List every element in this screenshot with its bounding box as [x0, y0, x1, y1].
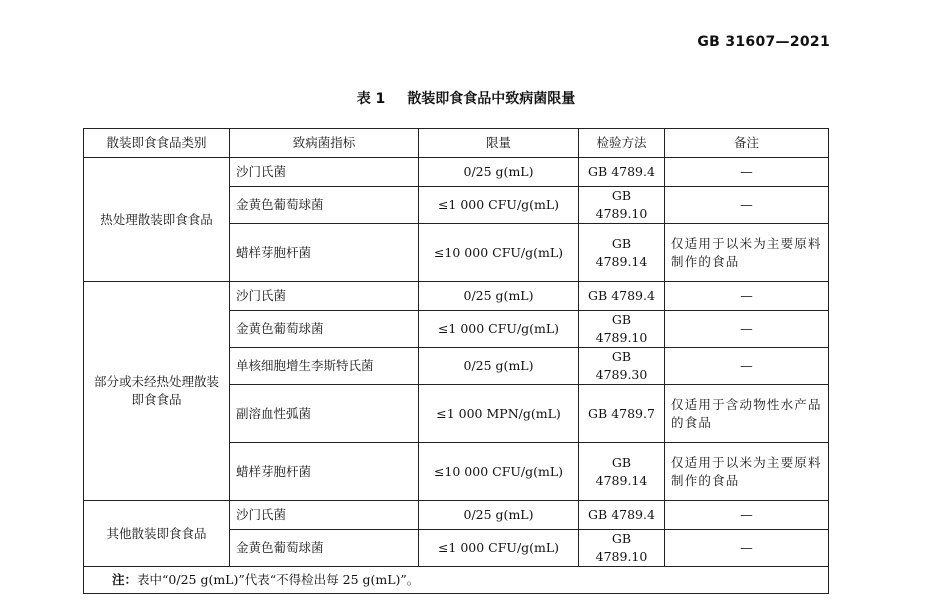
remark-cell: —: [665, 282, 829, 311]
method-cell: GB 4789.4: [579, 282, 665, 311]
footnote-label: 注：: [112, 572, 138, 587]
remark-cell: —: [665, 501, 829, 530]
table-footnote: [84, 567, 829, 594]
remark-cell: 仅适用于含动物性水产品的食品: [665, 385, 829, 443]
indicator-cell: 蜡样芽胞杆菌: [230, 443, 419, 501]
table-header-row: [84, 129, 829, 158]
header-remark: 备注: [665, 129, 829, 158]
method-cell: GB 4789.4: [579, 501, 665, 530]
method-cell: GB 4789.14: [579, 224, 665, 282]
method-cell: GB 4789.10: [579, 187, 665, 224]
limit-cell: 0/25 g(mL): [419, 501, 579, 530]
indicator-cell: 蜡样芽胞杆菌: [230, 224, 419, 282]
indicator-cell: 沙门氏菌: [230, 282, 419, 311]
table-number: 表 1: [356, 91, 386, 107]
category-cell: 其他散装即食食品: [84, 501, 230, 567]
limit-cell: ≤1 000 MPN/g(mL): [419, 385, 579, 443]
method-cell: GB 4789.14: [579, 443, 665, 501]
standard-number: GB 31607—2021: [697, 34, 830, 50]
header-category: 散装即食食品类别: [84, 129, 230, 158]
indicator-cell: 沙门氏菌: [230, 158, 419, 187]
method-cell: GB 4789.30: [579, 348, 665, 385]
limit-cell: ≤10 000 CFU/g(mL): [419, 443, 579, 501]
limit-cell: 0/25 g(mL): [419, 348, 579, 385]
limit-cell: ≤1 000 CFU/g(mL): [419, 530, 579, 567]
remark-cell: —: [665, 530, 829, 567]
limit-cell: ≤1 000 CFU/g(mL): [419, 311, 579, 348]
method-cell: GB 4789.7: [579, 385, 665, 443]
table-footnote-row: [84, 567, 829, 594]
remark-cell: —: [665, 348, 829, 385]
table-row: [84, 282, 829, 311]
limit-cell: ≤1 000 CFU/g(mL): [419, 187, 579, 224]
limit-cell: ≤10 000 CFU/g(mL): [419, 224, 579, 282]
limit-cell: 0/25 g(mL): [419, 282, 579, 311]
header-method: 检验方法: [579, 129, 665, 158]
remark-cell: —: [665, 311, 829, 348]
indicator-cell: 金黄色葡萄球菌: [230, 311, 419, 348]
method-cell: GB 4789.10: [579, 530, 665, 567]
method-cell: GB 4789.4: [579, 158, 665, 187]
indicator-cell: 沙门氏菌: [230, 501, 419, 530]
table-row: [84, 158, 829, 187]
indicator-cell: 金黄色葡萄球菌: [230, 187, 419, 224]
indicator-cell: 单核细胞增生李斯特氏菌: [230, 348, 419, 385]
table-title: 散装即食食品中致病菌限量: [407, 91, 576, 107]
limit-cell: 0/25 g(mL): [419, 158, 579, 187]
method-cell: GB 4789.10: [579, 311, 665, 348]
header-limit: 限量: [419, 129, 579, 158]
remark-cell: 仅适用于以米为主要原料制作的食品: [665, 224, 829, 282]
table-caption: [0, 88, 932, 108]
category-cell: 部分或未经热处理散装即食食品: [84, 282, 230, 501]
remark-cell: —: [665, 158, 829, 187]
category-cell: 热处理散装即食食品: [84, 158, 230, 282]
indicator-cell: 副溶血性弧菌: [230, 385, 419, 443]
remark-cell: —: [665, 187, 829, 224]
indicator-cell: 金黄色葡萄球菌: [230, 530, 419, 567]
header-indicator: 致病菌指标: [230, 129, 419, 158]
pathogen-limits-table: [83, 128, 829, 594]
remark-cell: 仅适用于以米为主要原料制作的食品: [665, 443, 829, 501]
footnote-text: 表中“0/25 g(mL)”代表“不得检出每 25 g(mL)”。: [137, 572, 420, 587]
table-row: [84, 501, 829, 530]
